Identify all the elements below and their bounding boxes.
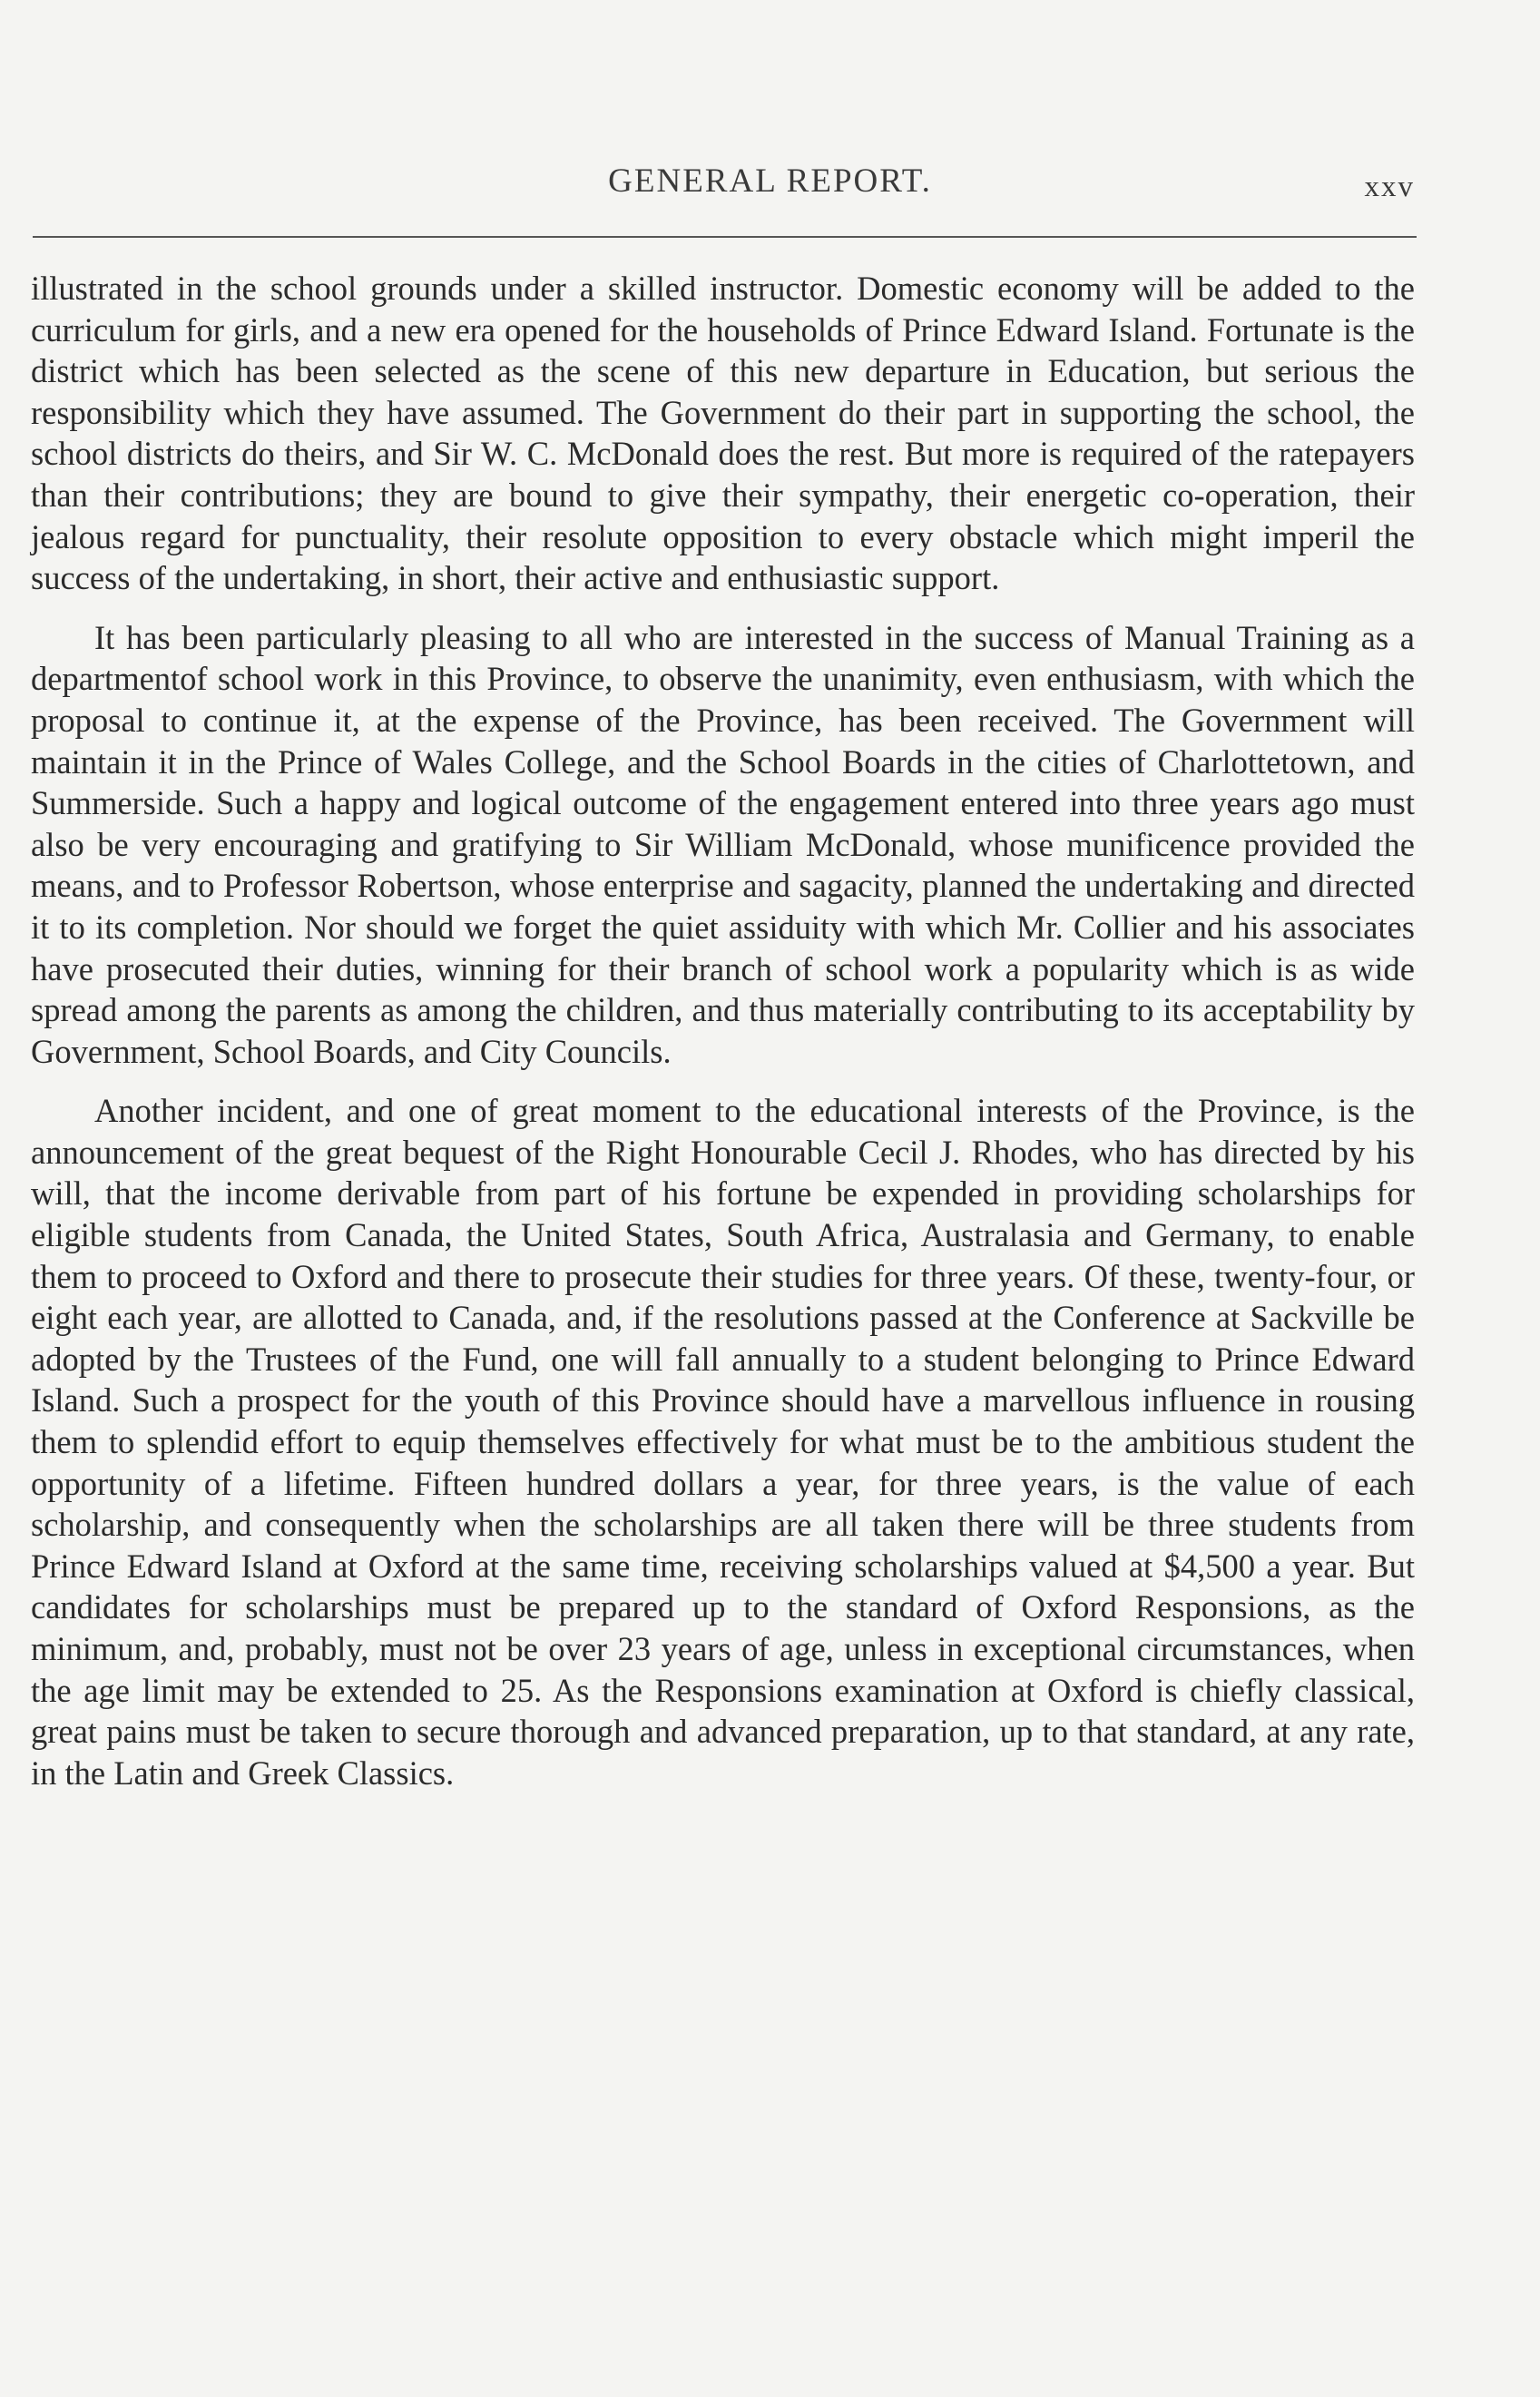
header-rule	[33, 236, 1417, 238]
paragraph-1: illustrated in the school grounds under a skilled instructor. Domestic economy will be added to the curriculum for girls, and a new era opened for the households of Prince Edward Island. Fortunate is the district which has been selected as the scene of this new departure in Education, but serious the responsibility which they have assumed. The Government do their part in supporting the school, the school districts do theirs, and Sir W. C. McDonald does the rest. But more is required of the ratepayers than their contributions; they are bound to give their sympathy, their energetic co-operation, their jealous regard for punctuality, their resolute opposition to every obstacle which might imperil the success of the undertaking, in short, their active and enthusiastic support.	[31, 270, 1415, 597]
page-number: xxv	[1364, 171, 1415, 203]
body-text	[31, 268, 1415, 1793]
paragraph-2: It has been particularly pleasing to all who are interested in the success of Manual Training as a departmentof school work in this Province, to observe the unanimity, even enthusiasm, with which the proposal to continue it, at the expense of the Province, has been received. The Government will maintain it in the Prince of Wales College, and the School Boards in the cities of Charlottetown, and Summerside. Such a happy and logical outcome of the engagement entered into three years ago must also be very encouraging and gratifying to Sir William McDonald, whose munificence provided the means, and to Professor Robertson, whose enterprise and sagacity, planned the undertaking and directed it to its completion. Nor should we forget the quiet assiduity with which Mr. Collier and his associates have prosecuted their duties, winning for their branch of school work a popularity which is as wide spread among the parents as among the children, and thus materially contributing to its acceptability by Government, School Boards, and City Councils.	[31, 618, 1415, 1070]
paragraph-3: Another incident, and one of great moment to the educational interests of the Province, is the announcement of the great bequest of the Right Honourable Cecil J. Rhodes, who has directed by his will, that the income derivable from part of his fortune be expended in providing scholarships for eligible students from Canada, the United States, South Africa, Australasia and Germany, to enable them to proceed to Oxford and there to prosecute their studies for three years. Of these, twenty-four, or eight each year, are allotted to Canada, and, if the resolutions passed at the Conference at Sackville be adopted by the Trustees of the Fund, one will fall annually to a student belonging to Prince Edward Island. Such a prospect for the youth of this Province should have a marvellous influence in rousing them to splendid effort to equip themselves effectively for what must be to the ambitious student the opportunity of a lifetime. Fifteen hundred dollars a year, for three years, is the value of each scholarship, and consequently when the scholarships are all taken there will be three students from Prince Edward Island at Oxford at the same time, receiving scholarships valued at $4,500 a year. But candidates for scholarships must be prepared up to the standard of Oxford Responsions, as the minimum, and, probably, must not be over 23 years of age, unless in exceptional circumstances, when the age limit may be extended to 25. As the Responsions examination at Oxford is chiefly classical, great pains must be taken to secure thorough and advanced preparation, up to that standard, at any rate, in the Latin and Greek Classics.	[31, 1092, 1415, 1792]
running-head	[0, 162, 1540, 207]
running-title: GENERAL REPORT.	[608, 162, 932, 200]
